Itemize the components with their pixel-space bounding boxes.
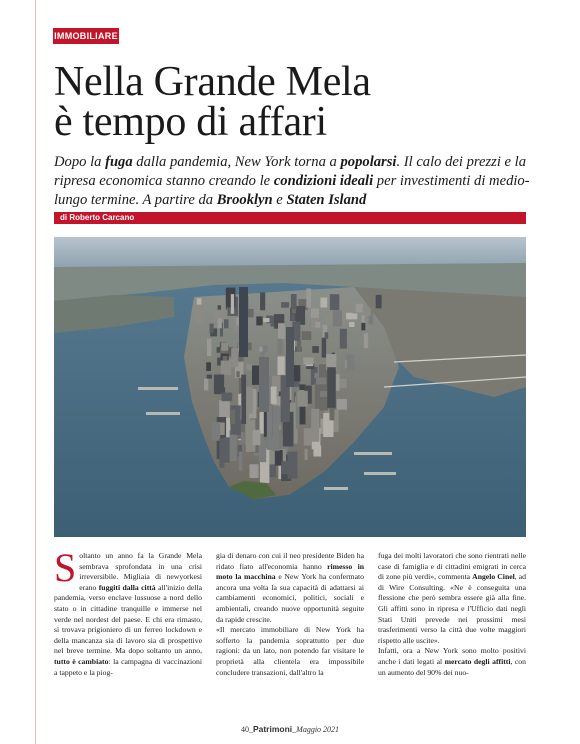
page-footer: 40_Patrimoni_Maggio 2021 (240, 724, 340, 734)
margin-rule (35, 0, 36, 744)
issue-date: Maggio 2021 (296, 725, 340, 734)
page-number: 40 (240, 725, 249, 734)
drop-cap: S (54, 551, 77, 590)
body-column-1: Soltanto un anno fa la Grande Mela sembrava sprofondata in una crisi irreversibile. Migliaia di newyorkesi erano fuggiti dalla città all'inizio della pandemia, verso enclave lussuose a nord dello stato o in cittadine tranquille e immerse nel verde nel nordest del paese. E chi era rimasto, si trovava prigioniero di un ferreo lockdown e della mancanza sia di lavoro sia di prospettive nel breve termine. Ma dopo soltanto un anno, tutto è cambiato: la campagna di vaccinazioni a tappeto e la piog- (54, 551, 202, 677)
article-title (54, 59, 534, 145)
article-subtitle: Dopo la fuga dalla pandemia, New York torna a popolarsi. Il calo dei prezzi e la ripresa economica stanno creando le condizioni ideali per investimenti di medio-lungo termine. A partire da Brooklyn e Staten Island (54, 154, 530, 208)
title-line-1: Nella Grande Mela (54, 59, 371, 105)
byline: di Roberto Carcano (54, 212, 526, 224)
aerial-photo-manhattan (54, 237, 526, 537)
article-body (54, 551, 526, 719)
body-column-3: fuga dei molti lavoratori che sono rientrati nelle case di famiglia e di cittadini emigrati in cerca di zone più verdi», commenta Angelo Cinel, ad di Wire Consulting. «Ne è conseguita una flessione che però sembra essere già alla fine. Gli affitti sono in ripresa e l'Ufficio dati negli Stati Uniti prevede nei prossimi mesi trasferimenti verso la città due volte maggiori rispetto alle uscite». Infatti, ora a New York sono molto positivi anche i dati legati al mercato degli affitti, con un aumento del 90% dei nuo- (378, 551, 526, 677)
section-tag: IMMOBILIARE (53, 28, 119, 44)
magazine-name: Patrimoni (252, 724, 293, 734)
title-line-2: è tempo di affari (54, 99, 327, 145)
body-column-2: gia di denaro con cui il neo presidente Biden ha ridato fiato all'economia hanno rimesso in moto la macchina e New York ha confermato ancora una volta la sua capacità di adattarsi ai cambiamenti economici, politici, sociali e ambientali, creando nuove opportunità seguite da rapide crescite. «Il mercato immobiliare di New York ha sofferto la pandemia soprattutto per due ragioni: da un lato, non potendo far visitare le proprietà alla clientela era impossibile concludere transazioni, dall'altro la (216, 551, 364, 677)
paragraph: «Il mercato immobiliare di New York ha sofferto la pandemia soprattutto per due ragioni: da un lato, non potendo far visitare le proprietà alla clientela era impossibile concludere transazioni, dall'altro la (216, 625, 364, 677)
